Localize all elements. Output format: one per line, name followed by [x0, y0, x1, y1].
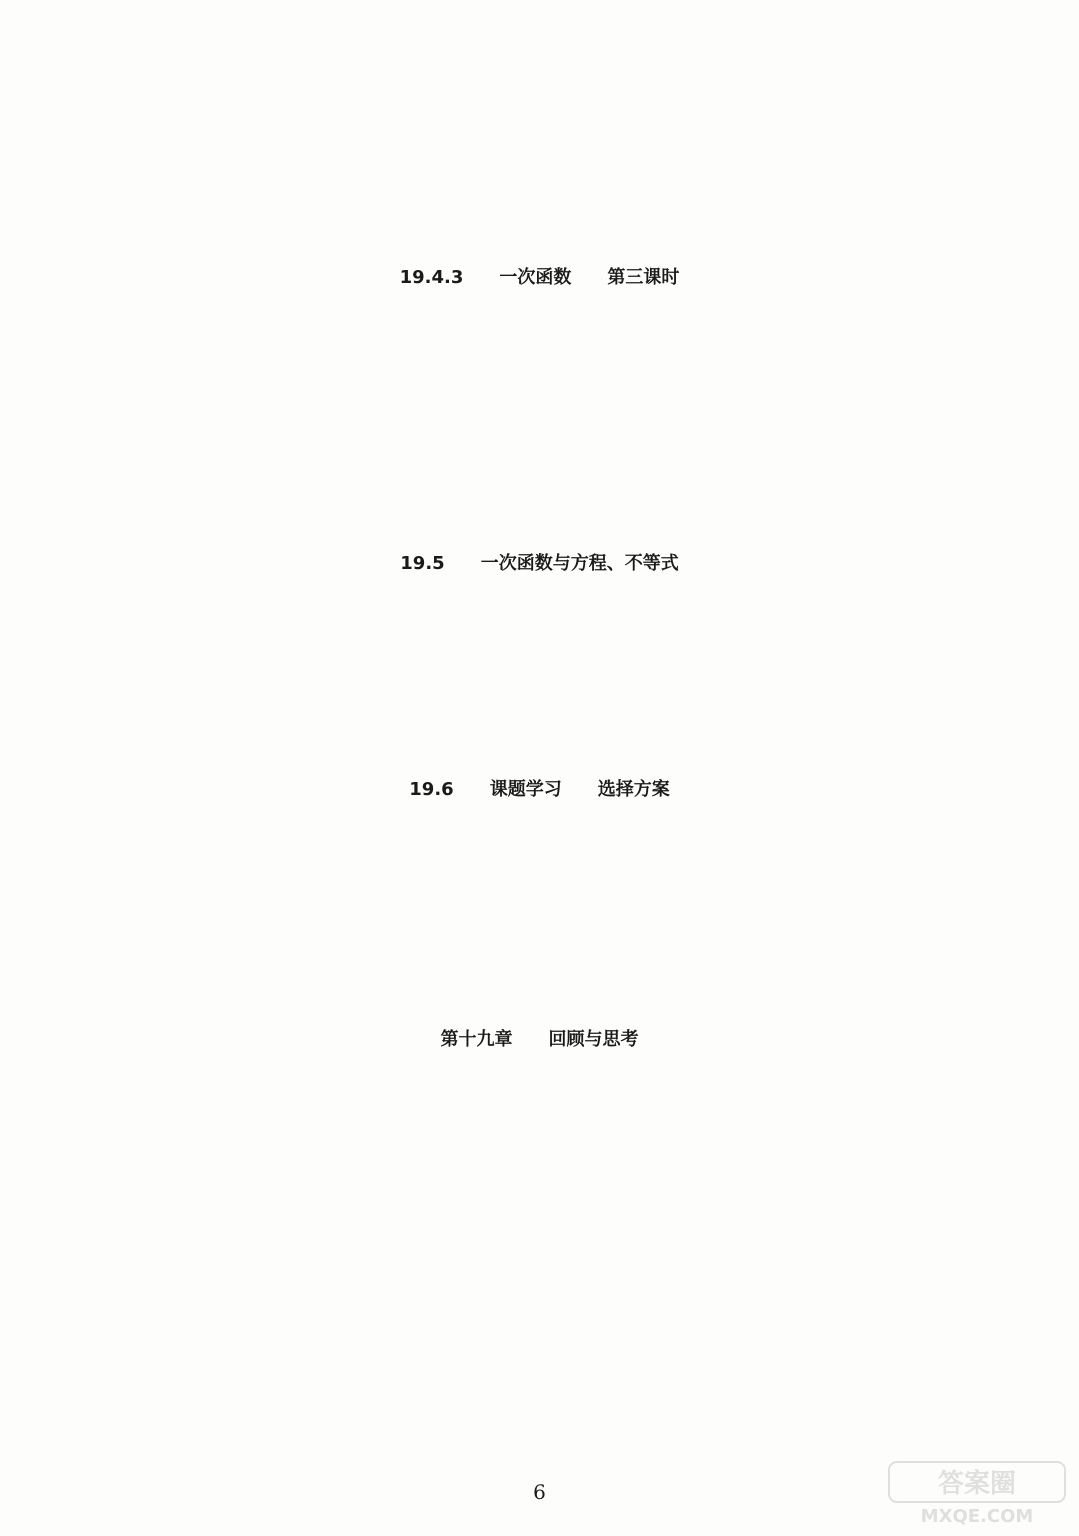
page-number: 6 — [533, 1480, 546, 1504]
svg-text:答案圈: 答案圈 — [937, 1469, 1017, 1499]
section-heading: 19.4.3 一次函数 第三课时 — [399, 267, 680, 288]
watermark-logo — [887, 1458, 1067, 1528]
svg-text:MXQE.COM: MXQE.COM — [920, 1506, 1034, 1527]
section-heading: 第十九章 回顾与思考 — [440, 1029, 639, 1050]
section-heading: 19.5 一次函数与方程、不等式 — [400, 553, 679, 574]
section-heading: 19.6 课题学习 选择方案 — [409, 779, 670, 800]
